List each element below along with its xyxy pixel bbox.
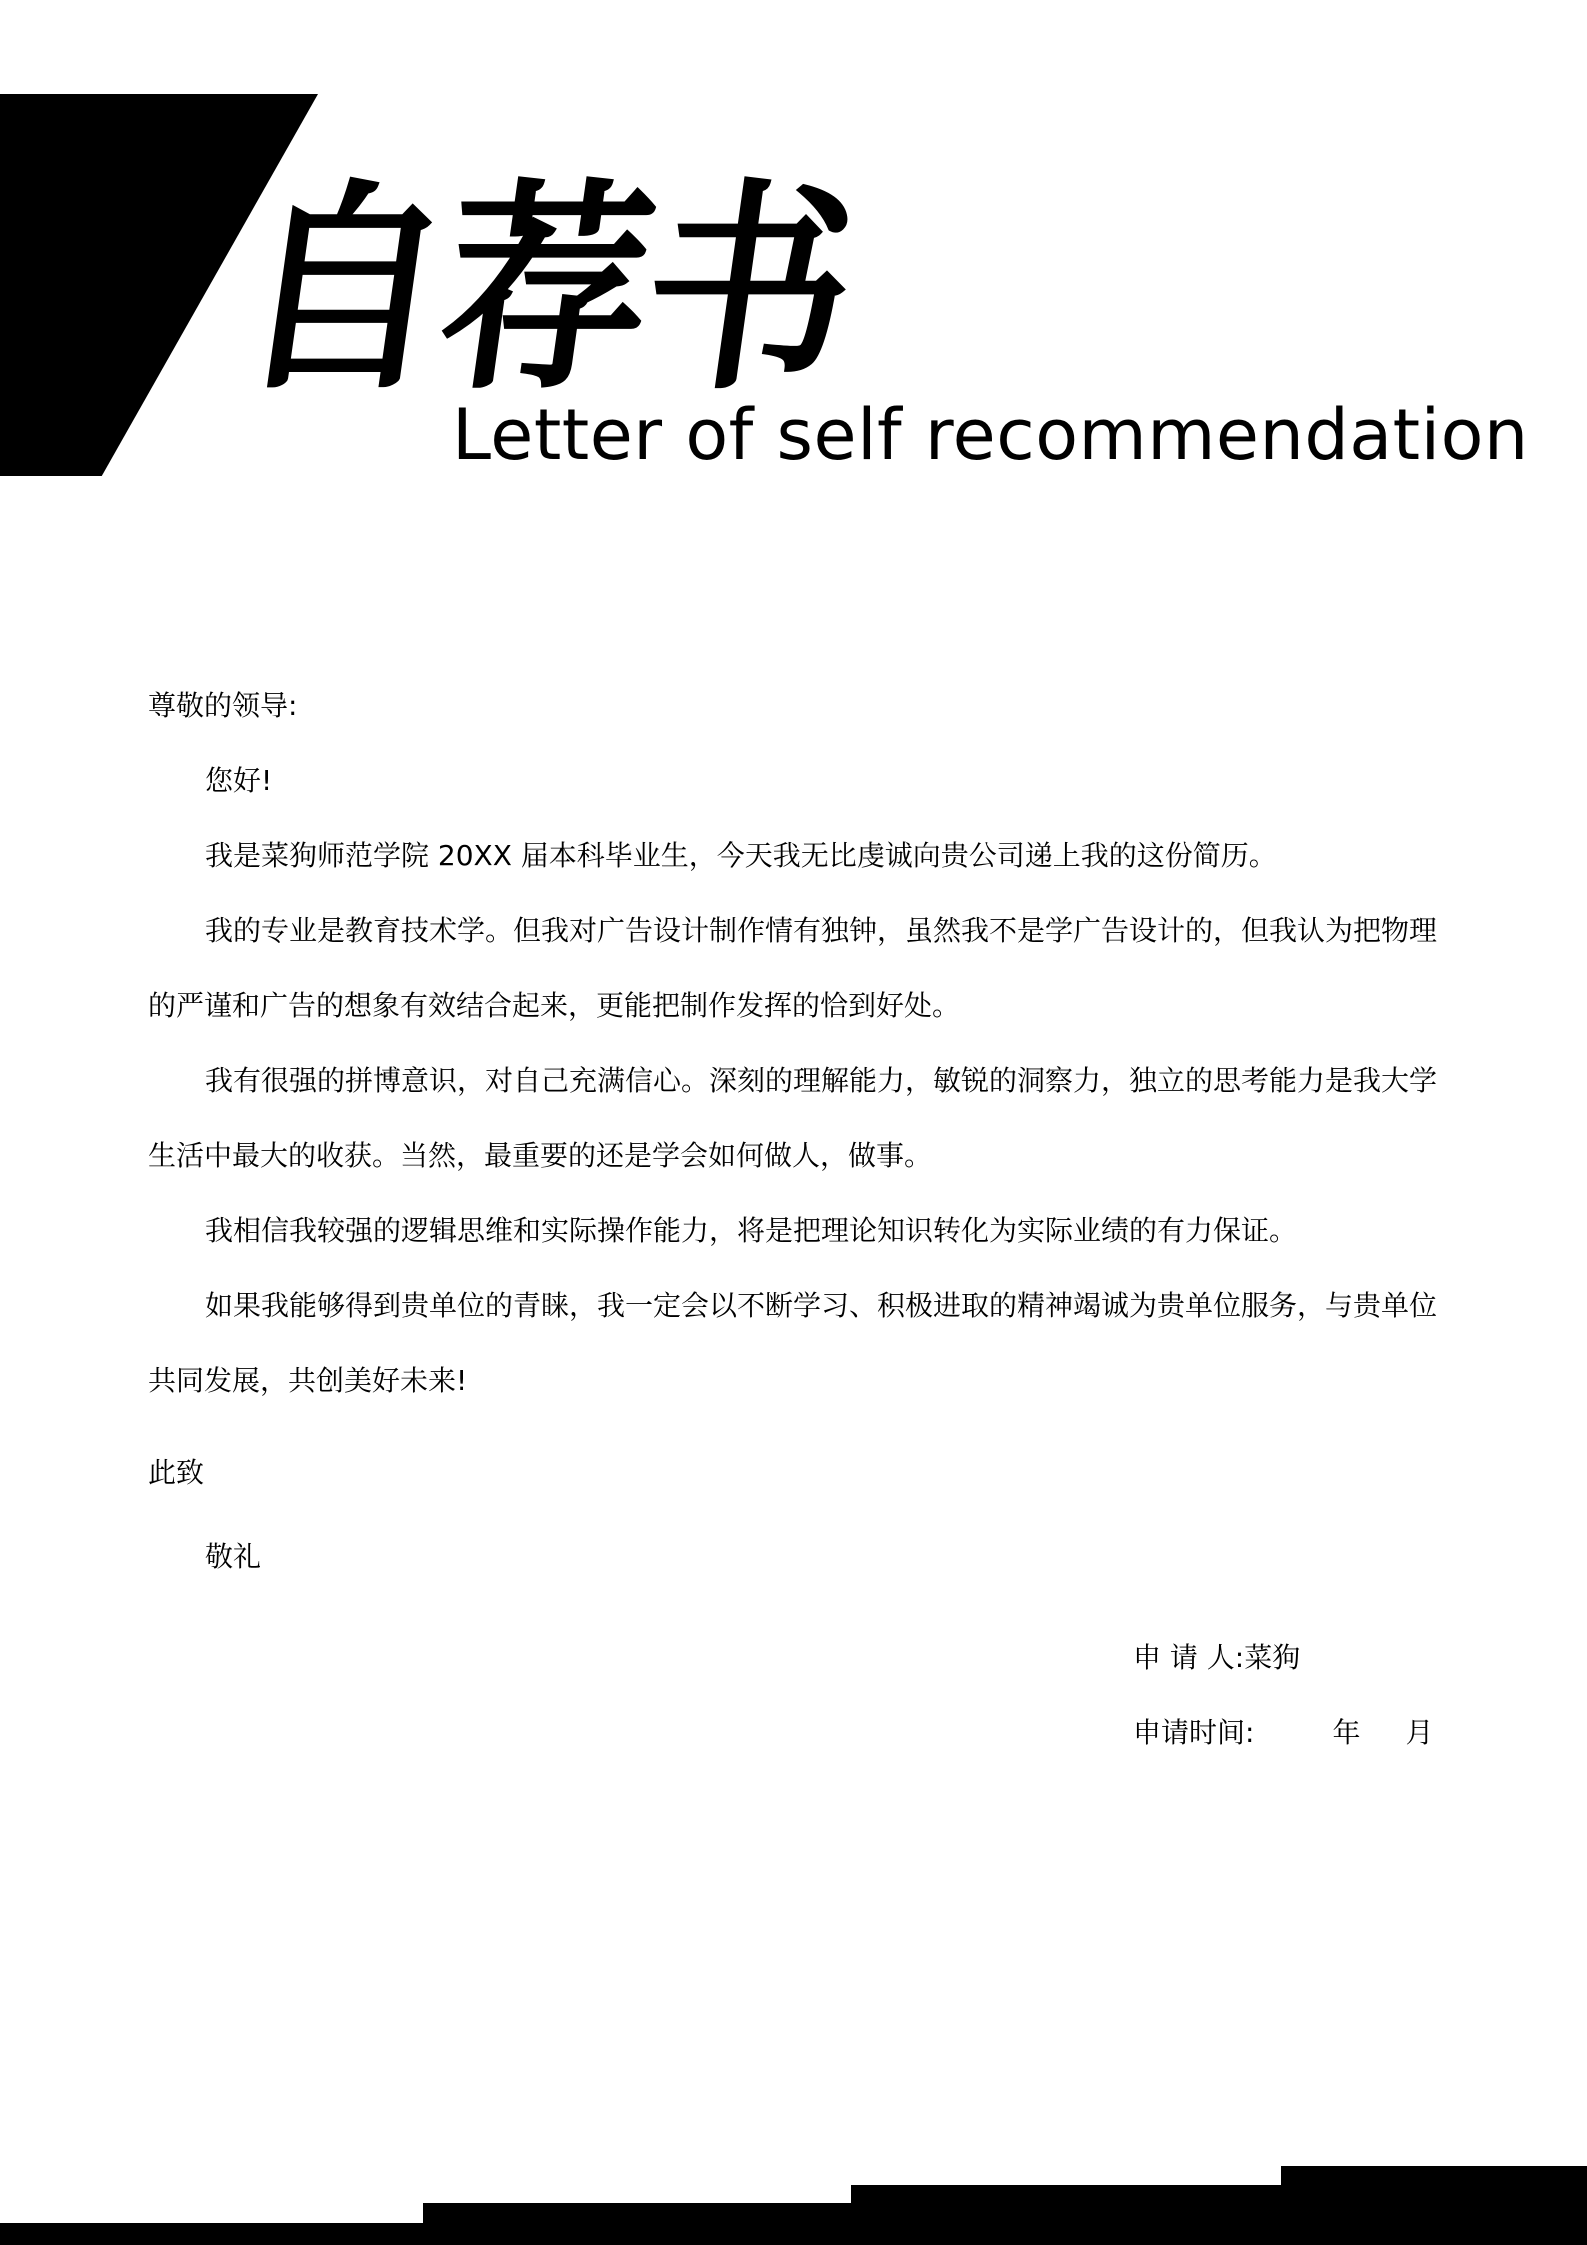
paragraph-conclusion: 如果我能够得到贵单位的青睐，我一定会以不断学习、积极进取的精神竭诚为贵单位服务，与贵单位共同发展，共创美好未来! [148,1289,1438,1397]
greeting: 您好! [205,764,273,797]
closing-line-1: 此致 [148,1456,205,1489]
page-title-chinese: 自荐书 [224,158,867,420]
bottom-step-4 [1281,2166,1587,2245]
page-title-english: Letter of self recommendation [452,394,1529,476]
paragraph-introduction: 我是菜狗师范学院 20XX 届本科毕业生，今天我无比虔诚向贵公司递上我的这份简历。 [205,839,1277,872]
closing-line-2: 敬礼 [205,1540,262,1573]
applicant-name: 菜狗 [1244,1641,1301,1674]
applicant-row [1133,1620,1433,1695]
applicant-label: 申 请 人: [1133,1641,1245,1674]
bottom-decoration [0,2165,1587,2245]
year-label: 年 [1332,1716,1361,1749]
letter-body [148,668,1440,1594]
paragraph-major: 我的专业是教育技术学。但我对广告设计制作情有独钟，虽然我不是学广告设计的，但我认为把物理的严谨和广告的想象有效结合起来，更能把制作发挥的恰到好处。 [148,914,1438,1022]
paragraph-abilities: 我相信我较强的逻辑思维和实际操作能力，将是把理论知识转化为实际业绩的有力保证。 [205,1214,1298,1247]
month-label: 月 [1405,1716,1434,1749]
date-label: 申请时间: [1133,1716,1255,1749]
paragraph-strengths: 我有很强的拼博意识，对自己充满信心。深刻的理解能力，敏锐的洞察力，独立的思考能力是我大学生活中最大的收获。当然，最重要的还是学会如何做人，做事。 [148,1064,1438,1172]
signature-block [1133,1620,1433,1770]
salutation: 尊敬的领导: [148,689,298,722]
date-row [1133,1695,1433,1770]
